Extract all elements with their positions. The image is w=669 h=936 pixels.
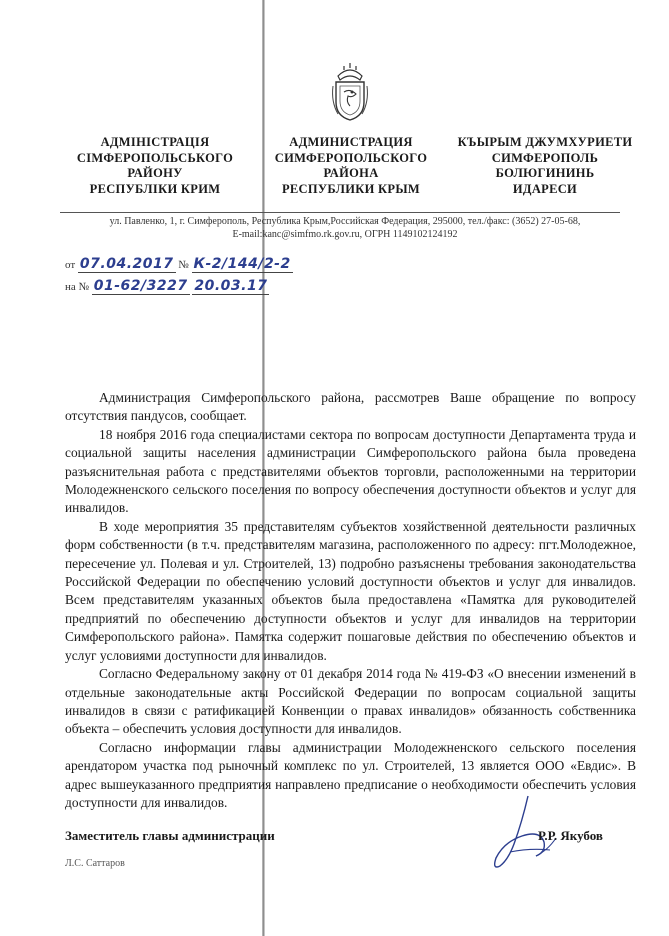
header-russian-line: РАЙОНА xyxy=(323,166,379,180)
header-crimean-tatar-line: КЪЫРЫМ ДЖУМХУРИЕТИ xyxy=(457,135,633,149)
body-paragraph: Согласно информации главы администрации Молодежненского сельского поселения арендатором участка под рыночный комплекс по ул. Строителей, 13 является ООО «Евдис». В адрес вышеуказанного предприятия направлено предписание о необходимости обеспечить условия доступности для инвалидов. xyxy=(65,739,636,810)
header-crimean-tatar-line: СИМФЕРОПОЛЬ xyxy=(491,150,599,165)
from-label: от xyxy=(65,259,76,271)
header-ukrainian xyxy=(60,135,250,197)
address-block xyxy=(60,216,630,241)
executor-name: Л.С. Саттаров xyxy=(65,858,125,869)
header-divider xyxy=(60,212,620,213)
header-ukrainian-line: АДМІНІСТРАЦІЯ xyxy=(100,135,210,149)
signatory-name: Р.Р. Якубов xyxy=(538,828,603,843)
outgoing-number: К-2/144/2-2 xyxy=(193,256,291,272)
header-ukrainian-line: СІМФЕРОПОЛЬСЬКОГО xyxy=(76,150,234,165)
outgoing-reference xyxy=(65,256,293,278)
signatory-title: Заместитель главы администрации xyxy=(65,828,275,843)
number-label: № xyxy=(178,259,189,271)
body-paragraph: 18 ноября 2016 года специалистами сектора по вопросам доступности Департамента труда и социальной защиты населения администрации Симферопольского района была проведена разъяснительная работа с представителями объектов торговли, расположенными на территории Молодежненского сельского поселения по вопросу обеспечения доступности объектов и услуг для инвалидов. xyxy=(65,426,636,516)
header-ukrainian-line: РЕСПУБЛІКИ КРИМ xyxy=(89,181,221,196)
incoming-date: 20.03.17 xyxy=(194,278,268,294)
body-paragraph: В ходе мероприятия 35 представителям субъектов хозяйственной деятельности различных форм собственности (в т.ч. представителям магазина, расположенного по адресу: пгт.Молодежное, пересечение ул. Полевая и ул. Строителей, 13) подробно разъяснены требования законодательства Российской Федерации по обеспечению условий доступности объектов и услуг для инвалидов. Всем представителям указанных объектов была предоставлена «Памятка для руководителей предприятий по обеспечению доступности объектов и услуг для инвалидов на территории Симферопольского района». Памятка содержит пошаговые действия по обеспечению объектов и услуг условиями доступности для инвалидов. xyxy=(65,518,636,663)
address-line: ул. Павленко, 1, г. Симферополь, Республика Крым,Российская Федерация, 295000, тел./факс: (3652) 27-05-68, xyxy=(109,216,581,227)
body-paragraph: Администрация Симферопольского района, рассмотрев Ваше обращение по вопросу отсутствия пандусов, сообщает. xyxy=(65,390,636,424)
header-russian-line: АДМИНИСТРАЦИЯ xyxy=(289,135,413,149)
contact-line: E-mail:kanc@simfmo.rk.gov.ru, ОГРН 1149102124192 xyxy=(232,228,458,240)
to-label: на № xyxy=(65,281,90,293)
header-russian xyxy=(256,135,446,197)
outgoing-date: 07.04.2017 xyxy=(79,256,174,272)
incoming-number: 01-62/3227 xyxy=(93,278,188,294)
body-paragraph: Согласно Федеральному закону от 01 декабря 2014 года № 419-ФЗ «О внесении изменений в отдельные законодательные акты Российской Федерации по вопросам социальной защиты инвалидов в связи с ратификацией Конвенции о правах инвалидов» обязанность собственника объекта – обеспечить условия доступности для инвалидов. xyxy=(65,666,636,737)
header-russian-line: СИМФЕРОПОЛЬСКОГО xyxy=(274,150,428,165)
header-crimean-tatar xyxy=(450,135,640,197)
header-crimean-tatar-line: БОЛЮГИНИНЬ xyxy=(495,166,595,180)
header-russian-line: РЕСПУБЛИКИ КРЫМ xyxy=(281,181,421,196)
reference-block xyxy=(65,256,293,300)
coat-of-arms-icon xyxy=(330,62,370,122)
incoming-reference xyxy=(65,278,293,300)
letter-body xyxy=(65,389,636,812)
header-crimean-tatar-line: ИДАРЕСИ xyxy=(512,181,578,196)
header-ukrainian-line: РАЙОНУ xyxy=(127,166,183,180)
